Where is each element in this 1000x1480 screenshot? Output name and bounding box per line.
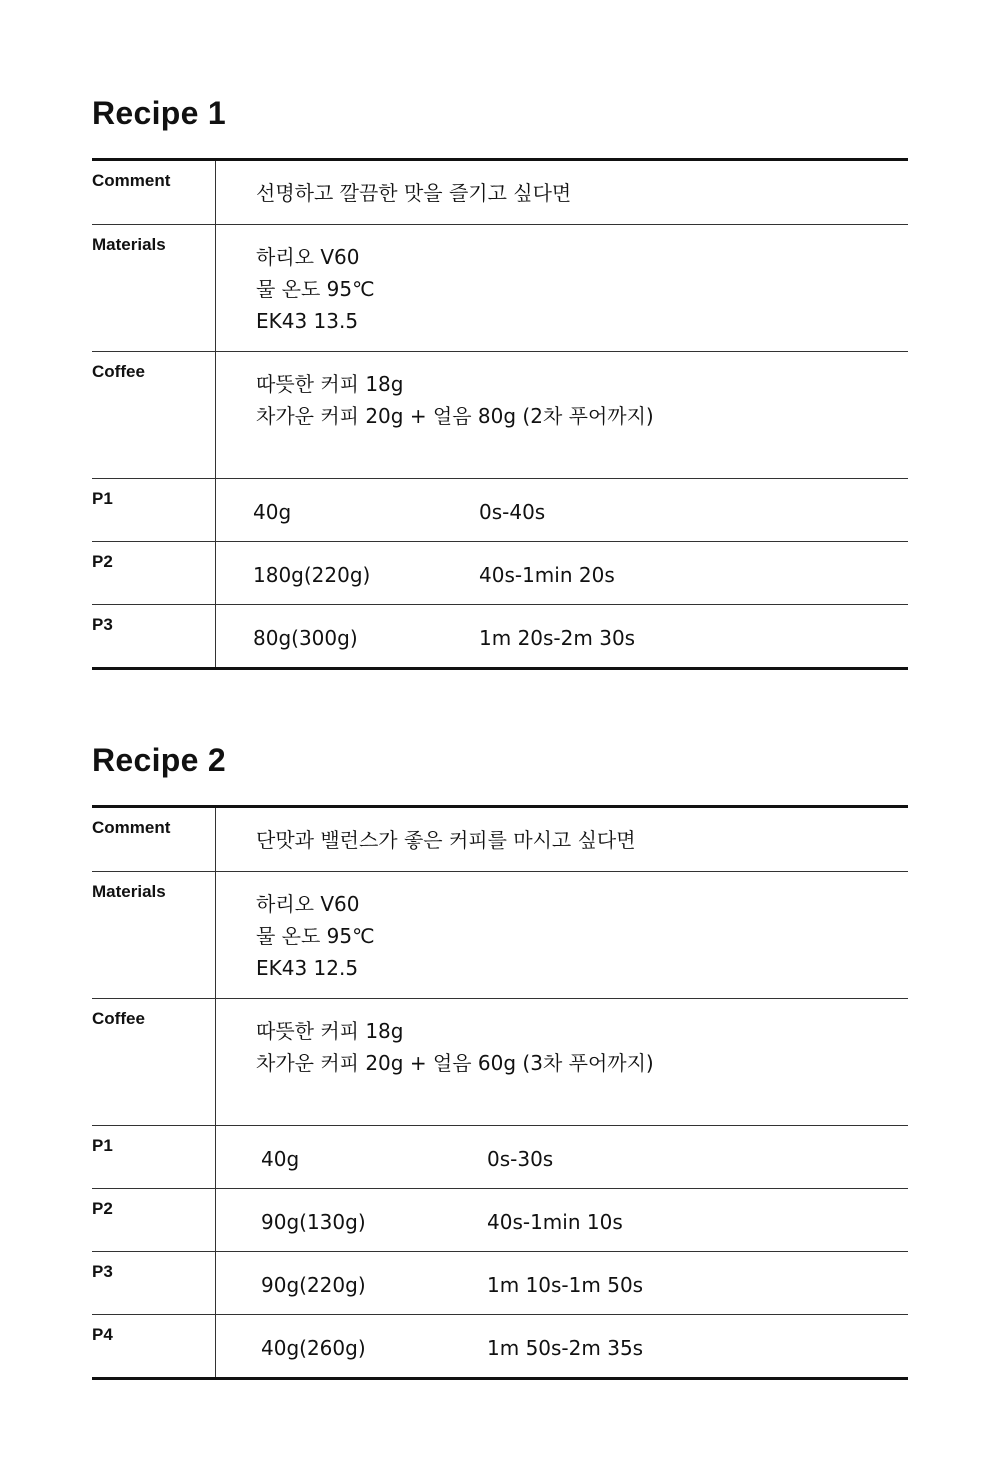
material-item: 하리오 V60 <box>256 892 360 916</box>
pour-value <box>216 1189 908 1251</box>
pour-amount: 90g(130g) <box>261 1210 366 1234</box>
pour-time: 40s-1min 20s <box>479 563 615 587</box>
pour-amount: 40g <box>261 1147 300 1171</box>
pour-amount: 180g(220g) <box>253 563 371 587</box>
comment-row <box>92 808 908 871</box>
pour-time: 40s-1min 10s <box>487 1210 623 1234</box>
materials-value <box>216 225 908 351</box>
pour-label: P4 <box>92 1315 216 1377</box>
pour-label: P2 <box>92 1189 216 1251</box>
comment-row <box>92 161 908 224</box>
pour-row-p4 <box>92 1314 908 1377</box>
pour-value <box>216 1315 908 1377</box>
materials-label: Materials <box>92 872 216 998</box>
recipe-2-table <box>92 805 908 1380</box>
pour-row-p2 <box>92 1188 908 1251</box>
coffee-value <box>216 352 908 478</box>
pour-row-p1 <box>92 1125 908 1188</box>
material-item: 물 온도 95℃ <box>256 277 375 301</box>
comment-value <box>216 161 908 224</box>
coffee-item: 차가운 커피 20g + 얼음 60g (3차 푸어까지) <box>256 1051 654 1075</box>
coffee-item: 따뜻한 커피 18g <box>256 372 404 396</box>
coffee-row <box>92 351 908 478</box>
coffee-row <box>92 998 908 1125</box>
pour-label: P1 <box>92 479 216 541</box>
pour-amount: 40g(260g) <box>261 1336 366 1360</box>
material-item: 하리오 V60 <box>256 245 360 269</box>
materials-label: Materials <box>92 225 216 351</box>
pour-time: 0s-40s <box>479 500 546 524</box>
pour-amount: 40g <box>253 500 292 524</box>
pour-row-p2 <box>92 541 908 604</box>
coffee-value <box>216 999 908 1125</box>
recipe-1-table <box>92 158 908 670</box>
pour-label: P3 <box>92 605 216 667</box>
coffee-label: Coffee <box>92 999 216 1125</box>
comment-value <box>216 808 908 871</box>
pour-label: P2 <box>92 542 216 604</box>
pour-value <box>216 1126 908 1188</box>
pour-row-p3 <box>92 1251 908 1314</box>
pour-time: 0s-30s <box>487 1147 554 1171</box>
coffee-item: 따뜻한 커피 18g <box>256 1019 404 1043</box>
comment-label: Comment <box>92 808 216 871</box>
pour-row-p1 <box>92 478 908 541</box>
pour-time: 1m 50s-2m 35s <box>487 1336 644 1360</box>
material-item: EK43 12.5 <box>256 956 359 980</box>
recipe-2-title: Recipe 2 <box>92 742 227 778</box>
coffee-label: Coffee <box>92 352 216 478</box>
comment-text: 단맛과 밸런스가 좋은 커피를 마시고 싶다면 <box>256 828 636 852</box>
pour-row-p3 <box>92 604 908 667</box>
material-item: EK43 13.5 <box>256 309 359 333</box>
pour-value <box>216 605 908 667</box>
pour-label: P1 <box>92 1126 216 1188</box>
recipe-1-title: Recipe 1 <box>92 95 227 131</box>
comment-label: Comment <box>92 161 216 224</box>
pour-value <box>216 479 908 541</box>
pour-time: 1m 20s-2m 30s <box>479 626 636 650</box>
pour-amount: 80g(300g) <box>253 626 358 650</box>
pour-value <box>216 1252 908 1314</box>
materials-row <box>92 224 908 351</box>
materials-row <box>92 871 908 998</box>
coffee-item: 차가운 커피 20g + 얼음 80g (2차 푸어까지) <box>256 404 654 428</box>
comment-text: 선명하고 깔끔한 맛을 즐기고 싶다면 <box>256 181 572 205</box>
pour-time: 1m 10s-1m 50s <box>487 1273 644 1297</box>
pour-amount: 90g(220g) <box>261 1273 366 1297</box>
pour-value <box>216 542 908 604</box>
materials-value <box>216 872 908 998</box>
material-item: 물 온도 95℃ <box>256 924 375 948</box>
pour-label: P3 <box>92 1252 216 1314</box>
